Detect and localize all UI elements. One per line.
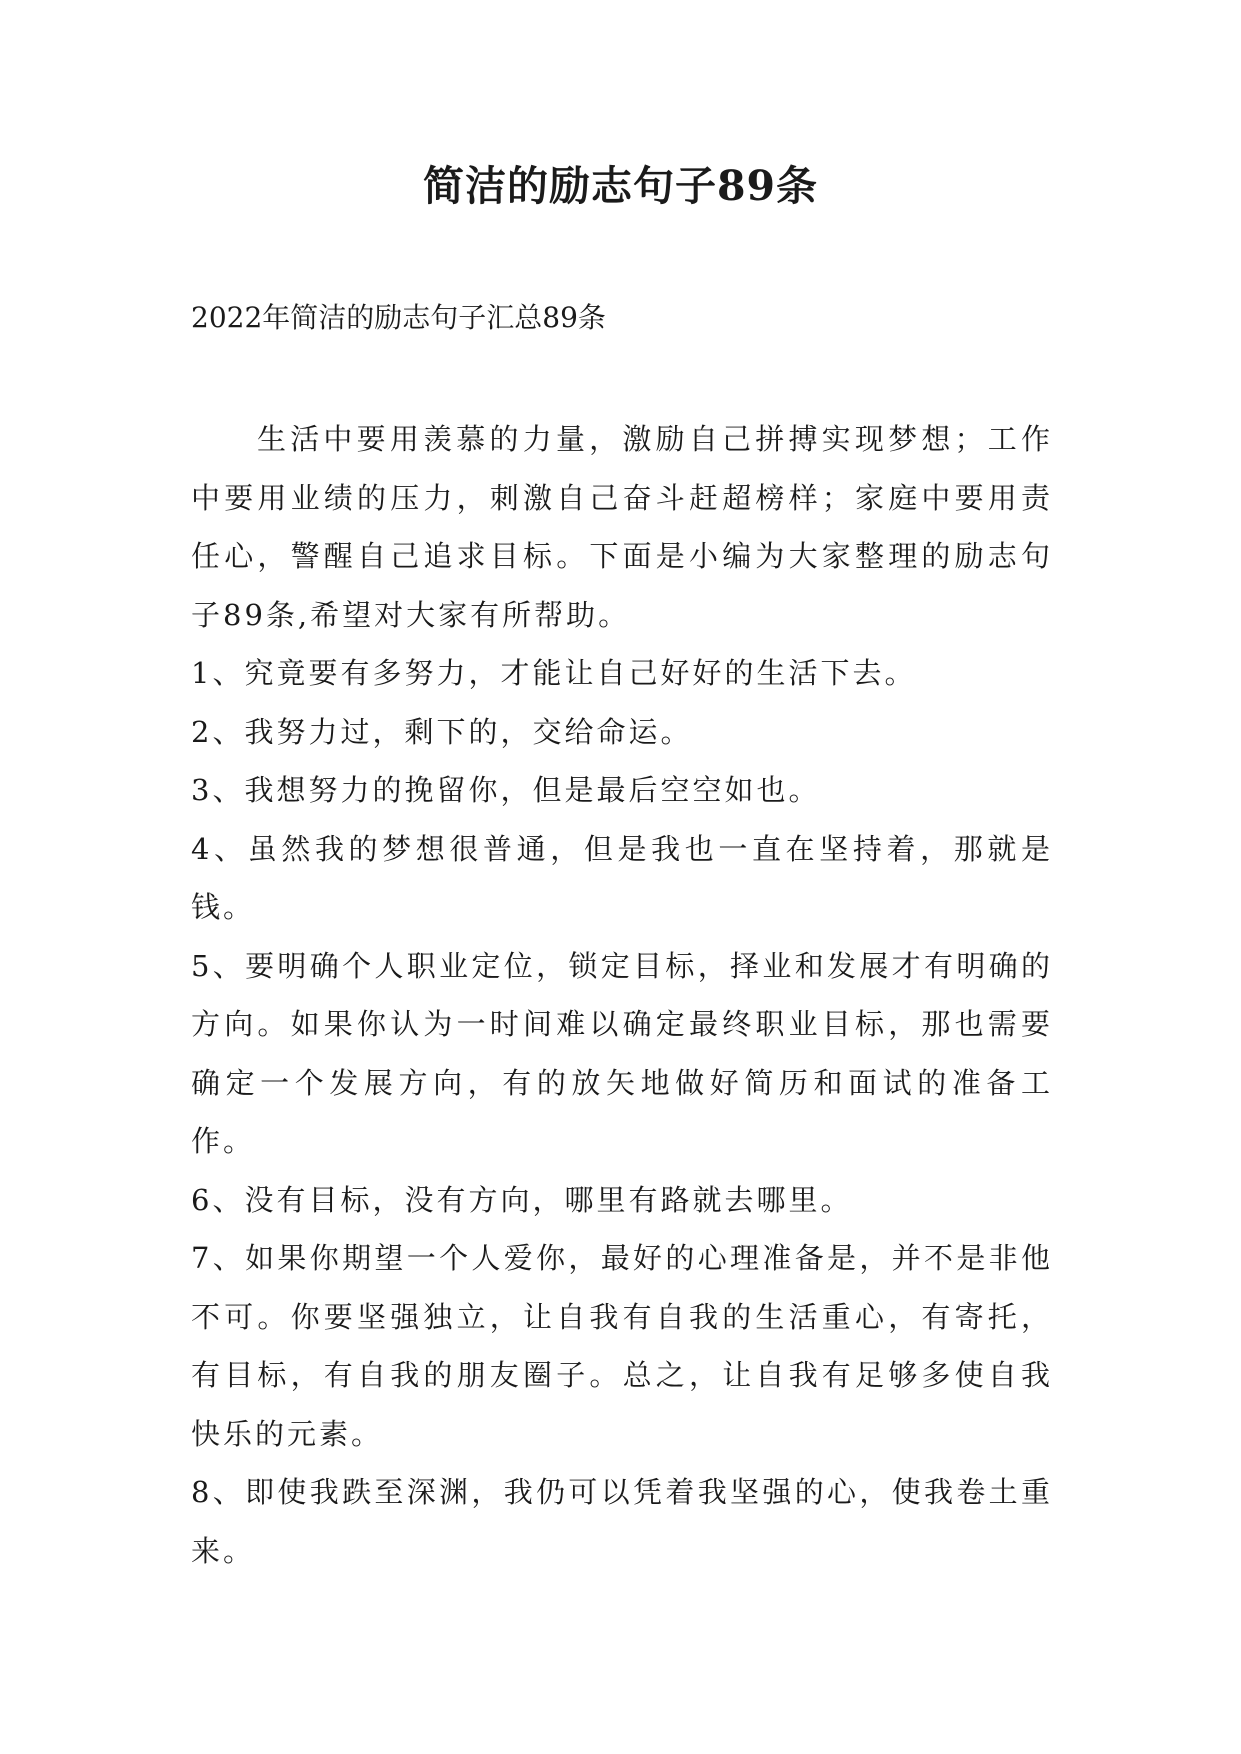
list-item: 5、要明确个人职业定位，锁定目标，择业和发展才有明确的方向。如果你认为一时间难以确定最终职业目标，那也需要确定一个发展方向，有的放矢地做好简历和面试的准备工作。 [191,948,1053,1158]
list-item: 2、我努力过，剩下的，交给命运。 [191,714,693,749]
intro-paragraph: 生活中要用羡慕的力量，激励自己拼搏实现梦想；工作中要用业绩的压力，刺激自己奋斗赶超榜样；家庭中要用责任心，警醒自己追求目标。下面是小编为大家整理的励志句子89条,希望对大家有所帮助。 [191,422,1053,632]
document-title: 简洁的励志句子89条 [422,162,819,210]
list-item: 1、究竟要有多努力，才能让自己好好的生活下去。 [191,656,917,690]
list-item: 7、如果你期望一个人爱你，最好的心理准备是，并不是非他不可。你要坚强独立，让自我有自我的生活重心，有寄托，有目标，有自我的朋友圈子。总之，让自我有足够多使自我快乐的元素。 [191,1241,1053,1451]
list-item: 6、没有目标，没有方向，哪里有路就去哪里。 [191,1182,853,1217]
list-item: 4、虽然我的梦想很普通，但是我也一直在坚持着，那就是钱。 [191,831,1053,924]
list-item: 3、我想努力的挽留你，但是最后空空如也。 [191,773,821,807]
document-subtitle: 2022年简洁的励志句子汇总89条 [191,301,606,334]
document-body [191,410,1053,1580]
list-item: 8、即使我跌至深渊，我仍可以凭着我坚强的心，使我卷土重来。 [191,1475,1053,1568]
